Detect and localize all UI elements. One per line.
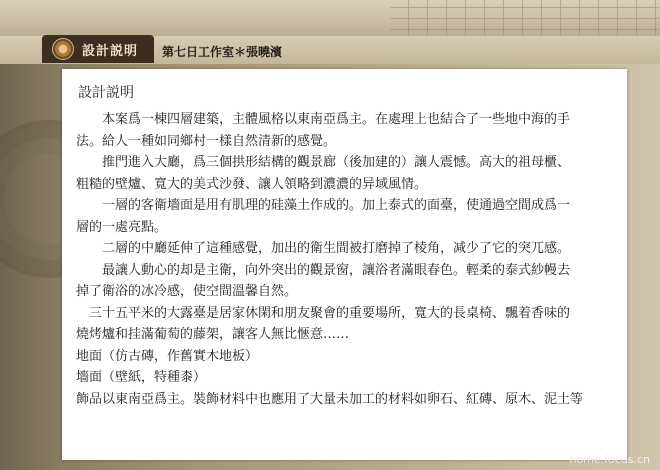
text-line: 粗糙的壁爐、寬大的美式沙發、讓人領略到濃濃的异域風情。 xyxy=(76,176,428,192)
text-line: 掉了衛浴的冰冷感，使空間溫馨自然。 xyxy=(76,284,298,299)
text-line: 燒烤爐和挂滿葡萄的藤架，讓客人無比愜意…… xyxy=(76,327,350,342)
section-tab[interactable] xyxy=(42,35,154,63)
description-text xyxy=(76,109,616,410)
section-tab-label: 設計説明 xyxy=(82,43,139,59)
text-line: 法。給人一種如同鄉村一樣自然清新的感覺。 xyxy=(76,133,337,149)
watermark: home.focus.cn xyxy=(569,453,650,466)
text-line: 最讓人動心的却是主衛，向外突出的觀景窗，讓浴者滿眼春色。輕柔的泰式紗幔去 xyxy=(76,262,571,278)
text-line: 一層的客衛墻面是用有肌理的硅藻土作成的。加上泰式的面臺，使通過空間成爲一 xyxy=(76,198,571,213)
text-line: 層的一處亮點。 xyxy=(76,219,168,235)
content-panel xyxy=(62,69,627,460)
text-line: 推門進入大廳，爲三個拱形結構的觀景廊（後加建的）讓人震憾。高大的祖母櫃、 xyxy=(76,155,571,170)
text-line: 二層的中廳延伸了這種感覺，加出的衛生間被打磨掉了棱角，减少了它的突兀感。 xyxy=(76,241,571,256)
text-line: 墻面（壁紙，特種桼） xyxy=(76,370,207,385)
text-line: 本案爲一棟四層建築，主體風格以東南亞爲主。在處理上也結合了一些地中海的手 xyxy=(76,112,571,127)
text-line: 飾品以東南亞爲主。裝飾材料中也應用了大量未加工的材料如卵石、紅磚、原木、泥土等 xyxy=(76,391,584,407)
studio-name: 第七日工作室＊張曉濱 xyxy=(162,45,283,59)
emblem-icon xyxy=(52,38,74,60)
architectural-sketch-decoration xyxy=(390,0,660,40)
text-line: 地面（仿古磚，作舊實木地板） xyxy=(76,348,259,364)
panel-title: 設計説明 xyxy=(78,85,134,101)
text-line: 三十五平米的大露臺是居家休閑和朋友聚會的重要場所，寬大的長桌椅、飄着香味的 xyxy=(76,305,571,321)
